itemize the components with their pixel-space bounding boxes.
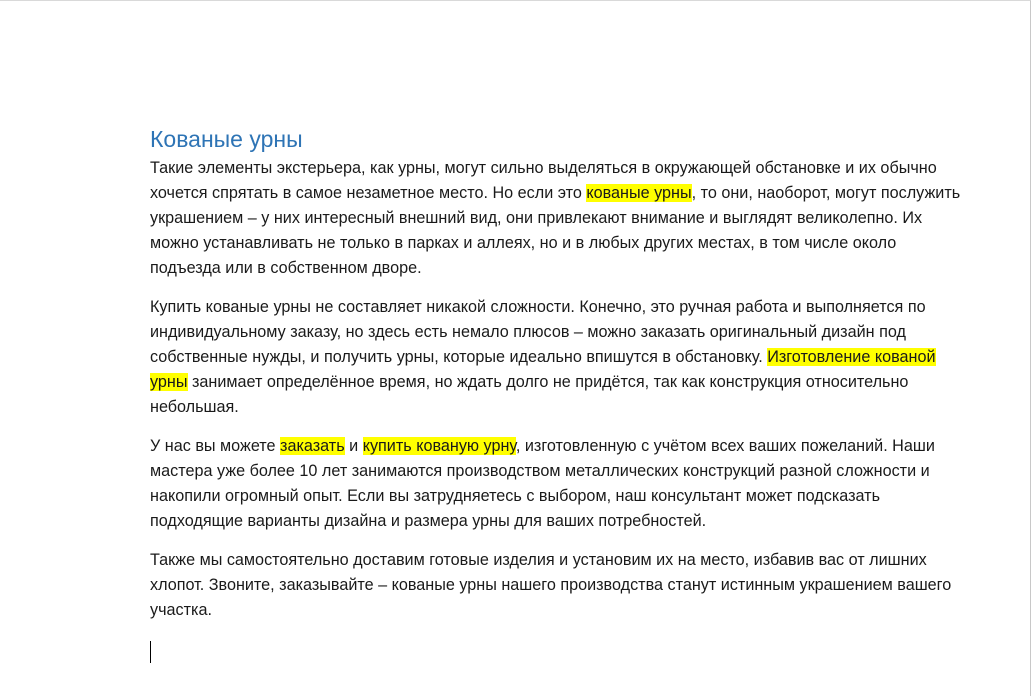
paragraph-text: и [344,437,363,455]
paragraph-1[interactable] [150,156,970,281]
paragraph-text: занимает определённое время, но ждать долго не придётся, так как конструкция относительно небольшая. [150,373,909,416]
highlighted-text: купить кованую урну [362,437,516,455]
paragraph-text: Купить кованые урны не составляет никакой сложности. Конечно, это ручная работа и выполняется по индивидуальному заказу, но здесь есть немало плюсов – можно заказать оригинальный дизайн под собственные нужды, и получить урны, которые идеально впишутся в обстановку. [150,298,926,366]
paragraph-text: Такие элементы экстерьера, как урны, могут сильно выделяться в окружающей обстановке и их обычно хочется спрятать в самое незаметное место. Но если это [150,159,937,202]
highlighted-text: кованые урны [586,184,692,202]
document-heading[interactable]: Кованые урны [150,126,303,152]
paragraph-3[interactable] [150,434,970,534]
paragraph-text: , изготовленную с учётом всех ваших пожеланий. Наши мастера уже более 10 лет занимаются производством металлических конструкций разной сложности и накопили огромный опыт. Если вы затрудняетесь с выбором, наш консультант может подсказать подходящие варианты дизайна и размера урны для ваших потребностей. [150,437,935,530]
highlighted-text: заказать [280,437,345,455]
text-cursor [150,641,151,663]
paragraph-text: У нас вы можете [150,437,281,455]
paragraph-text: , то они, наоборот, могут послужить украшением – у них интересный внешний вид, они привлекают внимание и выглядят великолепно. Их можно устанавливать не только в парках и аллеях, но и в любых других местах, в том числе около подъезда или в собственном дворе. [150,184,961,277]
paragraph-4[interactable] [150,548,970,623]
paragraph-2[interactable] [150,295,970,420]
document-body[interactable] [150,124,970,637]
highlighted-text: Изготовление кованой урны [150,348,936,391]
paragraph-text: Также мы самостоятельно доставим готовые изделия и установим их на место, избавив вас от лишних хлопот. Звоните, заказывайте – кованые урны нашего производства станут истинным украшением вашего участка. [150,551,952,619]
